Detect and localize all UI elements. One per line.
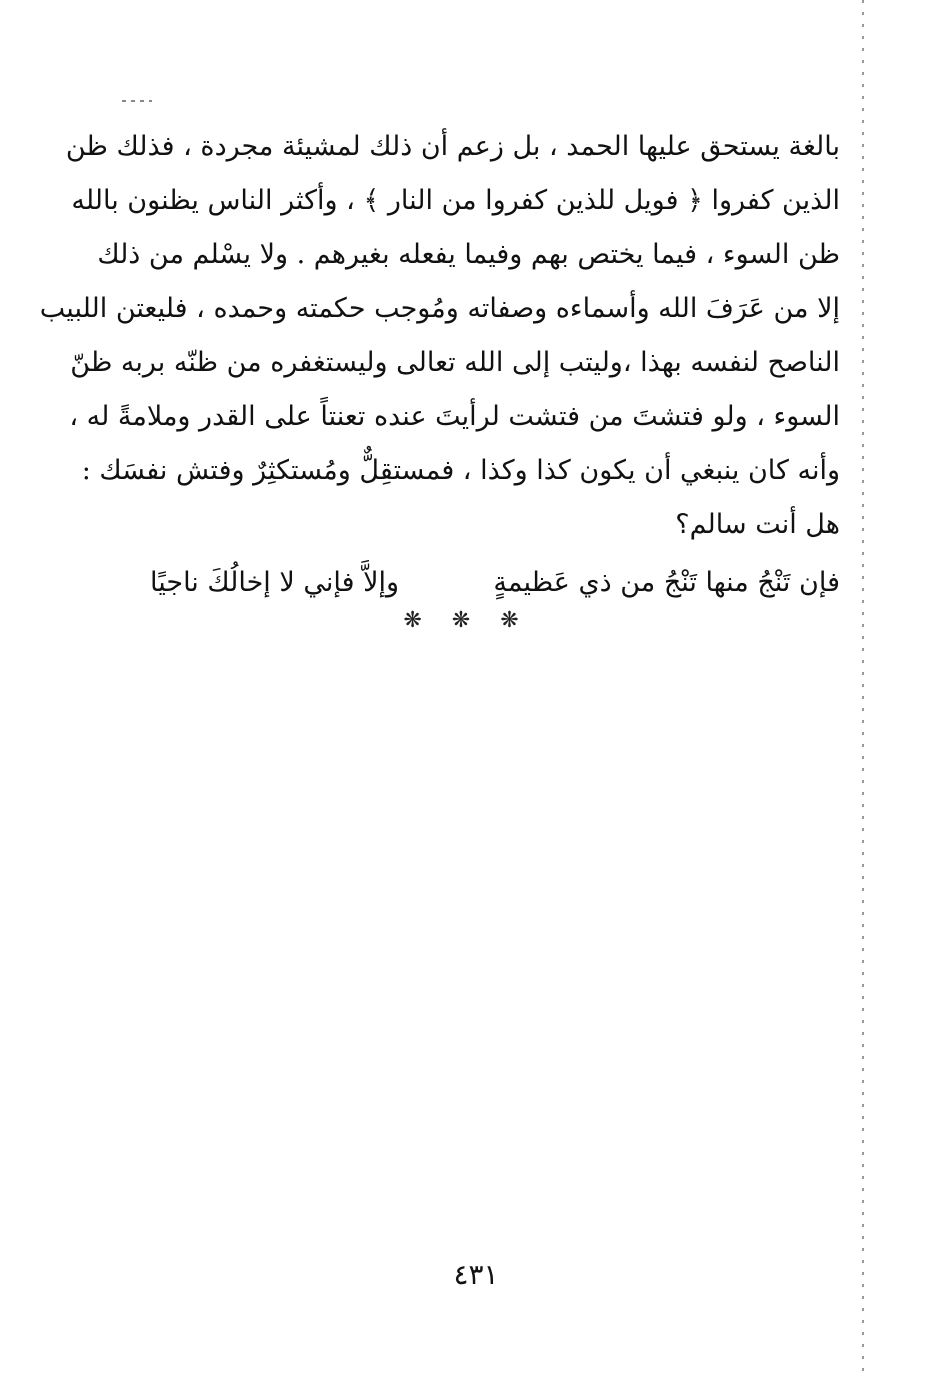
verse-second-hemistich: وإلاَّ فإني لا إخالُكَ ناجيًا (150, 567, 400, 598)
text-line: ظن السوء ، فيما يختص بهم وفيما يفعله بغيرهم . ولا يسْلم من ذلك (97, 239, 840, 270)
body-text (39, 120, 840, 614)
text-line: وأنه كان ينبغي أن يكون كذا وكذا ، فمستقِلٌّ ومُستكثِرٌ وفتش نفسَك : (81, 455, 840, 486)
text-line: الذين كفروا ﴿ فويل للذين كفروا من النار ﴾ ، وأكثر الناس يظنون بالله (71, 185, 840, 216)
section-divider-ornament: ❋❋❋ (403, 608, 549, 633)
scan-mark (122, 100, 152, 102)
poetry-verse (150, 552, 840, 614)
text-line: بالغة يستحق عليها الحمد ، بل زعم أن ذلك لمشيئة مجردة ، فذلك ظن (65, 131, 840, 162)
verse-first-hemistich: فإن تَنْجُ منها تَنْجُ من ذي عَظيمةٍ (493, 567, 840, 598)
text-line: الناصح لنفسه بهذا ،وليتب إلى الله تعالى وليستغفره من ظنّه بربه ظنّ (70, 347, 840, 378)
text-line: هل أنت سالم؟ (675, 509, 840, 540)
text-line: السوء ، ولو فتشتَ من فتشت لرأيتَ عنده تعنتاً على القدر وملامةً له ، (69, 401, 840, 432)
text-line: إلا من عَرَفَ الله وأسماءه وصفاته ومُوجب حكمته وحمده ، فليعتن اللبيب (39, 293, 840, 324)
page-number: ٤٣١ (453, 1258, 499, 1291)
page-edge-mark (862, 0, 864, 1374)
